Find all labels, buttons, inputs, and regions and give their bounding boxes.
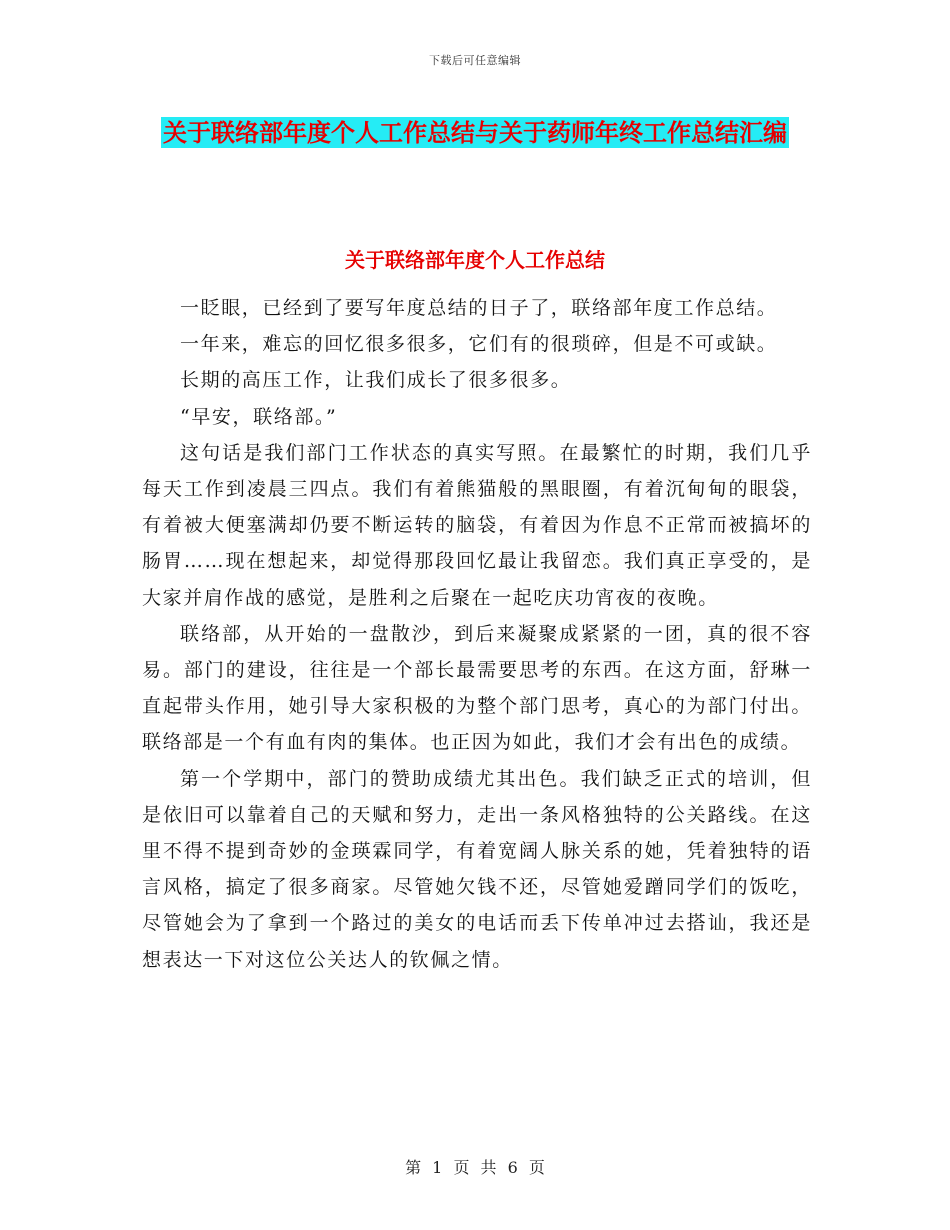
paragraph: 第一个学期中，部门的赞助成绩尤其出色。我们缺乏正式的培训，但是依旧可以靠着自己的天赋和努力，走出一条风格独特的公关路线。在这里不得不提到奇妙的金瑛霖同学，有着宽阔人脉关系的她，凭着独特的语言风格，搞定了很多商家。尽管她欠钱不还，尽管她爱蹭同学们的饭吃，尽管她会为了拿到一个路过的美女的电话而丢下传单冲过去搭讪，我还是想表达一下对这位公关达人的钦佩之情。 [142, 767, 812, 971]
document-title-text: 关于联络部年度个人工作总结与关于药师年终工作总结汇编 [163, 118, 787, 147]
header-note: 下载后可任意编辑 [429, 54, 521, 67]
paragraph: “早安，联络部。” [180, 405, 338, 428]
paragraph: 长期的高压工作，让我们成长了很多很多。 [180, 369, 572, 392]
document-title [140, 110, 810, 156]
paragraph: 联络部，从开始的一盘散沙，到后来凝聚成紧紧的一团，真的很不容易。部门的建设，往往是一个部长最需要思考的东西。在这方面，舒琳一直起带头作用，她引导大家积极的为整个部门思考，真心的为部门付出。联络部是一个有血有肉的集体。也正因为如此，我们才会有出色的成绩。 [142, 622, 812, 754]
paragraph: 一眨眼，已经到了要写年度总结的日子了，联络部年度工作总结。 [180, 297, 778, 319]
document-body [142, 290, 812, 978]
paragraph: 这句话是我们部门工作状态的真实写照。在最繁忙的时期，我们几乎每天工作到凌晨三四点。我们有着熊猫般的黑眼圈，有着沉甸甸的眼袋，有着被大便塞满却仍要不断运转的脑袋，有着因为作息不正常而被搞坏的肠胃……现在想起来，却觉得那段回忆最让我留恋。我们真正享受的，是大家并肩作战的感觉，是胜利之后聚在一起吃庆功宵夜的夜晚。 [142, 441, 812, 609]
paragraph: 一年来，难忘的回忆很多很多，它们有的很琐碎，但是不可或缺。 [180, 333, 778, 356]
section-title: 关于联络部年度个人工作总结 [345, 248, 605, 272]
page-number: 第 1 页 共 6 页 [405, 1158, 545, 1177]
